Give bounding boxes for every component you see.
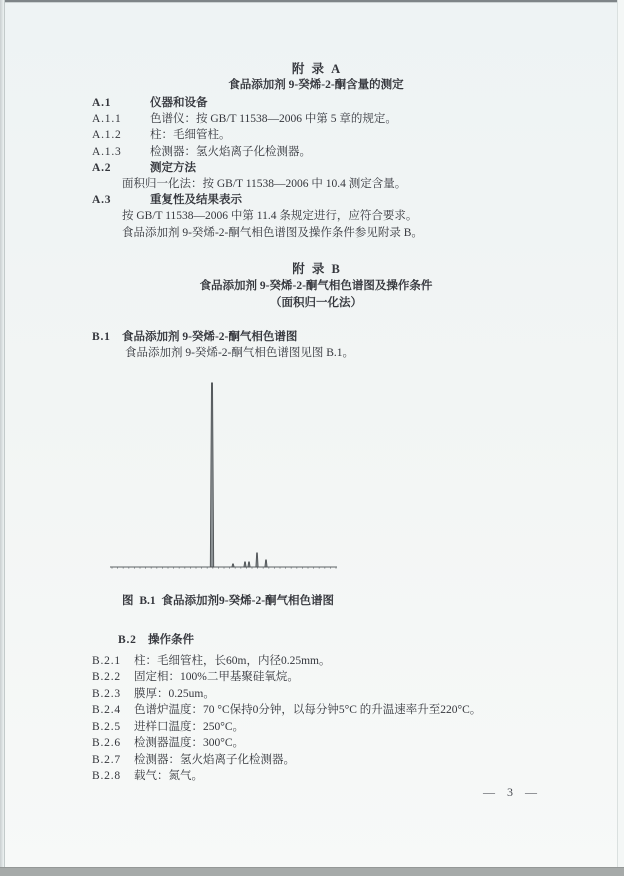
clause-line [92,225,562,241]
clause-text: 仪器和设备 [150,97,208,109]
b1-heading-text: 食品添加剂 9-癸烯-2-酮气相色谱图 [122,331,298,343]
b1-heading-line [92,329,562,345]
b2-number: B.2 [118,634,137,646]
clause-line [92,192,562,208]
clause-number: B.2.3 [92,687,121,700]
clause-line [92,686,572,703]
appendix-b-method-note: （面积归一化法） [270,297,362,309]
clause-line [92,768,572,785]
b1-number: B.1 [92,331,111,343]
clause-line [92,95,562,111]
appendix-b-header [92,261,540,312]
appendix-a-header [92,61,540,93]
clause-number: B.2.6 [92,737,121,749]
b2-heading-text: 操作条件 [148,634,194,646]
appendix-b-title: 附 录 B [292,262,340,276]
clause-line [92,144,562,160]
appendix-a-subtitle: 食品添加剂 9-癸烯-2-酮含量的测定 [228,79,404,91]
clause-text: 面积归一化法：按 GB/T 11538—2006 中 10.4 测定含量。 [122,178,407,191]
b1-body-line: 食品添加剂 9-癸烯-2-酮气相色谱图见图 B.1。 [125,347,355,360]
clause-text: 重复性及结果表示 [150,194,242,207]
clause-text: 固定相：100%二甲基聚硅氧烷。 [134,671,299,683]
clause-line [92,160,562,176]
clause-number: A.1 [92,97,112,109]
clause-line [92,208,562,224]
appendix-b-subtitle: 食品添加剂 9-癸烯-2-酮气相色谱图及操作条件 [199,280,433,292]
clause-text: 载气：氮气。 [134,770,203,782]
clause-line [92,752,572,769]
clause-text: 测定方法 [150,161,196,174]
clause-number: B.2.7 [92,753,121,766]
clause-text: 膜厚：0.25um。 [134,687,215,700]
scan-edge-bottom [0,867,624,876]
clause-number: A.3 [92,194,112,207]
clause-text: 食品添加剂 9-癸烯-2-酮气相色谱图及操作条件参见附录 B。 [122,226,423,239]
clause-line [92,735,572,752]
scan-edge-right [617,0,624,868]
clause-text: 检测器温度：300°C。 [134,737,245,749]
clause-text: 柱：毛细管柱。 [150,129,231,142]
clause-number: A.1.2 [92,129,122,142]
b2-clauses [92,653,572,785]
page-number: — 3 — [483,785,537,799]
clause-line [92,127,562,143]
clause-number: A.1.3 [92,145,122,158]
clause-number: B.2.1 [92,654,121,667]
appendix-a-title: 附 录 A [291,62,341,76]
scan-edge-left [0,0,5,876]
clause-line [92,702,572,719]
section-b2 [92,632,572,785]
clause-line [92,111,562,127]
clause-text: 色谱炉温度：70 °C保持0分钟，以每分钟5°C 的升温速率升至220°C。 [134,704,482,716]
clause-text: 柱：毛细管柱，长60m，内径0.25mm。 [134,654,331,667]
section-b1 [92,329,562,361]
section-a-clauses [92,95,562,241]
clause-text: 进样口温度：250°C。 [134,720,245,733]
figure-caption: 图 B.1 食品添加剂9-癸烯-2-酮气相色谱图 [122,595,335,607]
chromatogram-plot [105,378,345,574]
clause-text: 检测器：氢火焰离子化检测器。 [150,145,311,158]
b2-heading-line [118,632,572,649]
clause-number: A.2 [92,161,112,174]
clause-text: 按 GB/T 11538—2006 中第 11.4 条规定进行，应符合要求。 [122,210,418,223]
clause-number: B.2.2 [92,671,121,683]
clause-line [92,176,562,192]
clause-number: B.2.5 [92,720,121,733]
clause-number: B.2.8 [92,770,121,782]
clause-line [92,719,572,736]
clause-line [92,669,572,686]
clause-number: B.2.4 [92,704,121,716]
clause-text: 检测器：氢火焰离子化检测器。 [134,753,295,766]
clause-line [92,653,572,670]
clause-number: A.1.1 [92,113,122,126]
clause-text: 色谱仪：按 GB/T 11538—2006 中第 5 章的规定。 [150,113,397,126]
scan-edge-top-soft [0,2,624,3]
chromatogram-figure [105,378,345,574]
